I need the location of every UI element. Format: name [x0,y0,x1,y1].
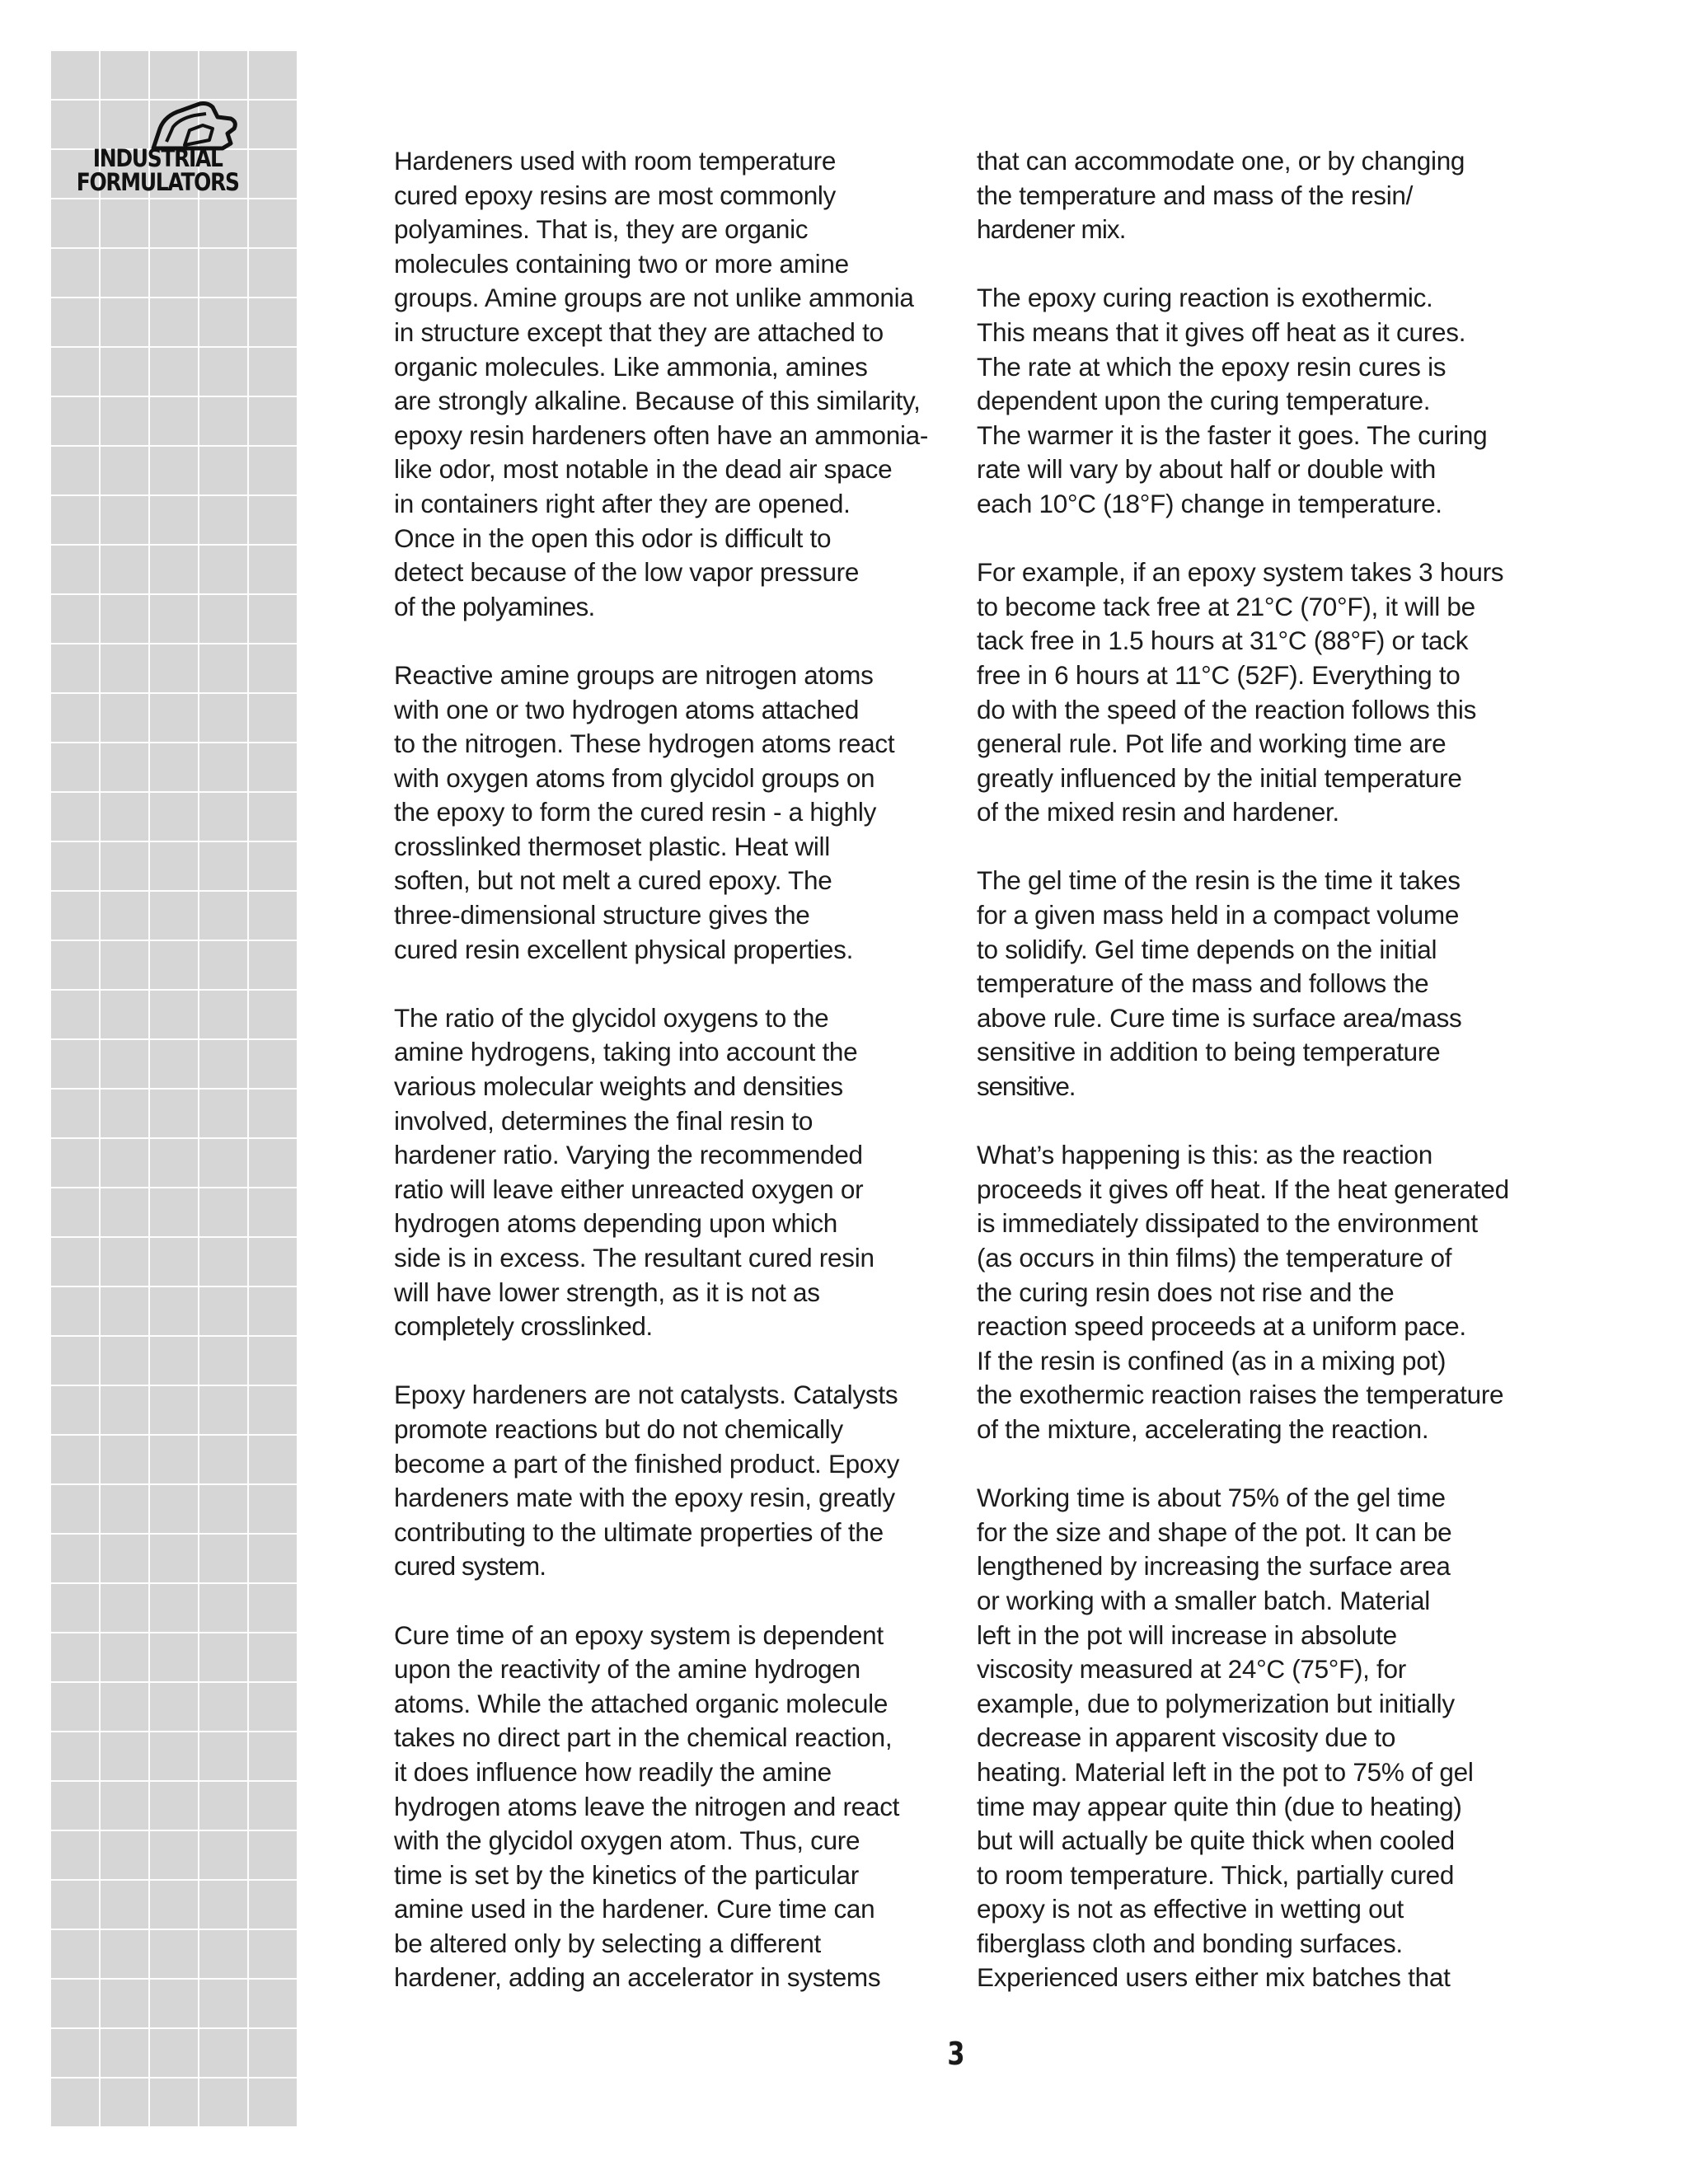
text-line: Hardeners used with room temperature [394,146,837,176]
text-line: Cure time of an epoxy system is dependent [394,1619,884,1650]
text-line: each 10°C (18°F) change in temperature. [977,488,1442,518]
text-line: cured system. [394,1551,546,1582]
text-line: three-dimensional structure gives the [394,900,810,930]
text-line: with the glycidol oxygen atom. Thus, cure [394,1825,860,1856]
text-line: to the nitrogen. These hydrogen atoms react [394,729,895,759]
text-line: The epoxy curing reaction is exothermic. [977,283,1433,313]
text-line: with one or two hydrogen atoms attached [394,694,860,724]
text-line: the temperature and mass of the resin/ [977,180,1414,210]
text-line: crosslinked thermoset plastic. Heat will [394,831,830,861]
text-line: epoxy is not as effective in wetting out [977,1894,1404,1924]
text-line: If the resin is confined (as in a mixing pot) [977,1345,1447,1376]
text-line: contributing to the ultimate properties of the [394,1516,884,1547]
text-line: free in 6 hours at 11°C (52F). Everything to [977,659,1461,690]
text-line: ratio will leave either unreacted oxygen or [394,1174,864,1204]
paragraph [977,1138,1537,1446]
text-line: epoxy resin hardeners often have an ammonia- [394,419,929,450]
text-line: hardener ratio. Varying the recommended [394,1140,863,1170]
text-line: be altered only by selecting a different [394,1928,822,1958]
text-line: example, due to polymerization but initially [977,1688,1455,1718]
text-line: The warmer it is the faster it goes. The curing [977,419,1488,450]
text-line: fiberglass cloth and bonding surfaces. [977,1928,1403,1958]
text-line: the exothermic reaction raises the temperature [977,1380,1504,1410]
text-line: For example, if an epoxy system takes 3 hours [977,557,1504,588]
text-line: for a given mass held in a compact volume [977,900,1460,930]
paragraph [977,144,1537,247]
text-line: completely crosslinked. [394,1311,653,1342]
text-line: soften, but not melt a cured epoxy. The [394,865,832,896]
text-line: side is in excess. The resultant cured resin [394,1243,874,1272]
text-line: to room temperature. Thick, partially cured [977,1859,1455,1890]
text-line: cured epoxy resins are most commonly [394,180,836,210]
text-line: general rule. Pot life and working time are [977,729,1447,759]
text-line: temperature of the mass and follows the [977,968,1429,999]
text-line: sensitive in addition to being temperature [977,1037,1441,1067]
text-line: hardeners mate with the epoxy resin, greatly [394,1483,895,1513]
paragraph [394,144,954,624]
text-line: upon the reactivity of the amine hydrogen [394,1654,860,1685]
text-line: tack free in 1.5 hours at 31°C (88°F) or tack [977,626,1469,656]
text-line: amine used in the hardener. Cure time can [394,1894,875,1924]
text-line: The ratio of the glycidol oxygens to the [394,1002,829,1033]
paragraph [977,281,1537,521]
text-line: it does influence how readily the amine [394,1756,832,1787]
left-text-column [394,144,954,2030]
text-line: like odor, most notable in the dead air space [394,454,893,485]
text-line: atoms. While the attached organic molecule [394,1688,889,1718]
page-number: 3 [947,2036,965,2072]
text-line: that can accommodate one, or by changing [977,146,1465,176]
text-line: involved, determines the final resin to [394,1105,814,1136]
text-line: Working time is about 75% of the gel time [977,1483,1446,1513]
text-line: of the mixture, accelerating the reaction. [977,1413,1429,1444]
text-line: molecules containing two or more amine [394,248,849,279]
text-line: (as occurs in thin films) the temperature of [977,1243,1452,1272]
text-line: become a part of the finished product. Epoxy [394,1448,900,1479]
text-line: do with the speed of the reaction follows this [977,694,1477,724]
text-line: lengthened by increasing the surface area [977,1551,1451,1582]
text-line: dependent upon the curing temperature. [977,386,1431,416]
text-line: left in the pot will increase in absolute [977,1619,1397,1650]
text-line: The gel time of the resin is the time it takes [977,865,1461,896]
text-line: hardener, adding an accelerator in systems [394,1962,881,1993]
text-line: Experienced users either mix batches that [977,1962,1451,1993]
text-line: heating. Material left in the pot to 75% of gel [977,1756,1474,1787]
paragraph [394,1001,954,1344]
text-line: the epoxy to form the cured resin - a highly [394,797,877,827]
logo-line-1: INDUSTRIAL [92,144,223,172]
paragraph [394,1378,954,1584]
text-line: but will actually be quite thick when cooled [977,1825,1455,1856]
text-line: hardener mix. [977,214,1126,245]
text-line: various molecular weights and densities [394,1071,843,1102]
text-line: organic molecules. Like ammonia, amines [394,351,868,382]
text-line: promote reactions but do not chemically [394,1413,843,1444]
text-line: Epoxy hardeners are not catalysts. Catalysts [394,1380,898,1410]
text-line: reaction speed proceeds at a uniform pace. [977,1311,1466,1342]
text-line: This means that it gives off heat as it cures. [977,316,1466,347]
logo-line-2: FORMULATORS [76,168,239,196]
text-line: the curing resin does not rise and the [977,1277,1395,1307]
text-line: to solidify. Gel time depends on the initial [977,934,1437,964]
text-line: time is set by the kinetics of the particular [394,1859,859,1890]
text-line: groups. Amine groups are not unlike ammonia [394,283,914,313]
text-line: detect because of the low vapor pressure [394,557,860,588]
text-line: What’s happening is this: as the reaction [977,1140,1433,1170]
text-line: will have lower strength, as it is not as [394,1277,820,1307]
right-text-column [977,144,1537,2030]
text-line: greatly influenced by the initial temperature [977,762,1462,793]
text-line: takes no direct part in the chemical reaction, [394,1722,893,1753]
paragraph [394,1619,954,1996]
paragraph [977,1481,1537,1995]
industrial-formulators-logo [73,101,262,199]
text-line: hydrogen atoms leave the nitrogen and react [394,1791,900,1821]
text-line: polyamines. That is, they are organic [394,214,809,245]
text-line: time may appear quite thin (due to heating) [977,1791,1462,1821]
text-line: rate will vary by about half or double with [977,454,1437,485]
text-line: amine hydrogens, taking into account the [394,1037,858,1067]
text-line: of the polyamines. [394,591,595,621]
text-line: The rate at which the epoxy resin cures is [977,351,1447,382]
text-line: above rule. Cure time is surface area/mass [977,1002,1462,1033]
text-line: or working with a smaller batch. Material [977,1585,1430,1615]
text-line: Once in the open this odor is difficult to [394,523,832,553]
text-line: for the size and shape of the pot. It can be [977,1516,1452,1547]
grid-sidebar [49,49,297,2126]
paragraph [977,864,1537,1104]
text-line: cured resin excellent physical properties. [394,934,854,964]
text-line: to become tack free at 21°C (70°F), it will be [977,591,1475,621]
paragraph [394,658,954,967]
text-line: are strongly alkaline. Because of this similarity, [394,386,921,416]
text-line: Reactive amine groups are nitrogen atoms [394,659,874,690]
paragraph [977,555,1537,830]
text-line: in containers right after they are opened. [394,488,851,518]
text-line: of the mixed resin and hardener. [977,797,1339,827]
text-line: with oxygen atoms from glycidol groups on [394,762,875,793]
text-line: is immediately dissipated to the environment [977,1208,1478,1239]
text-line: hydrogen atoms depending upon which [394,1208,837,1239]
text-line: decrease in apparent viscosity due to [977,1722,1396,1753]
text-line: proceeds it gives off heat. If the heat generated [977,1174,1509,1204]
text-line: in structure except that they are attached to [394,316,884,347]
text-line: viscosity measured at 24°C (75°F), for [977,1654,1406,1685]
text-line: sensitive. [977,1071,1076,1102]
